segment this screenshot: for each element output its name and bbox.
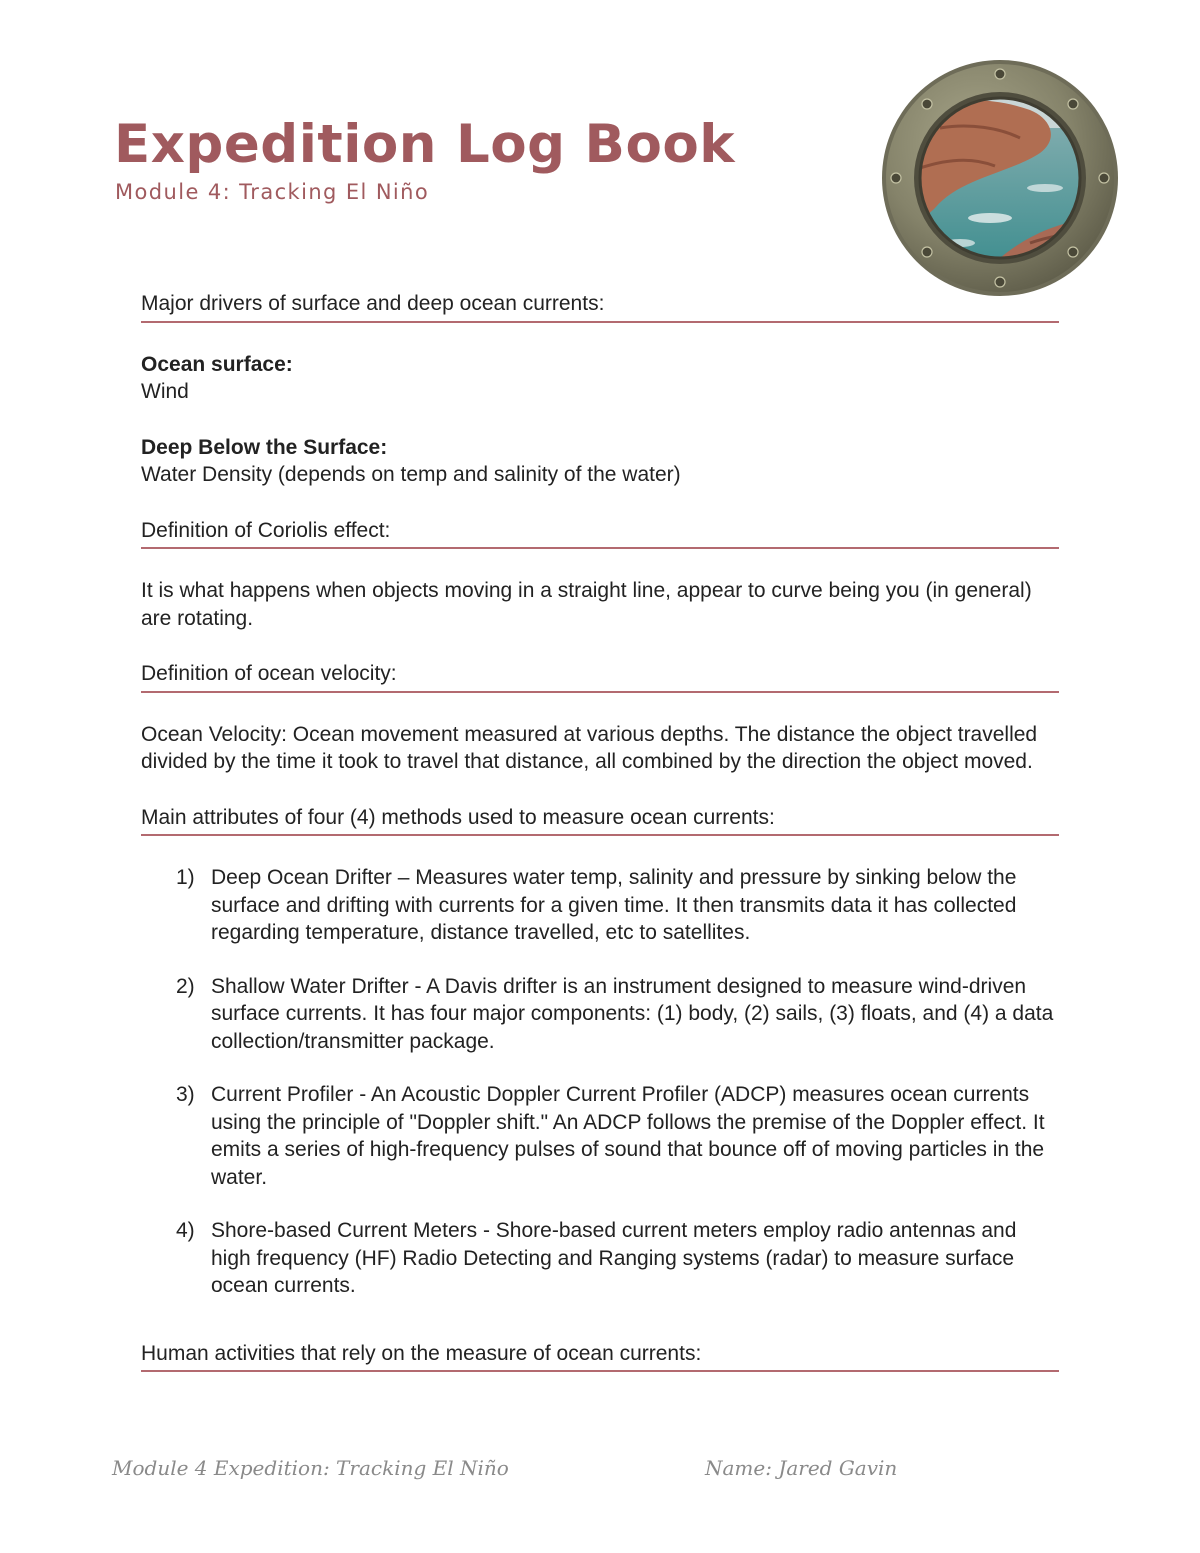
list-item-text: Deep Ocean Drifter – Measures water temp, salinity and pressure by sinking below the surface and drifting with currents for a given time. It then transmits data it has collected regarding temperature, distance travelled, etc to satellites. xyxy=(211,866,1017,944)
page-subtitle: Module 4: Tracking El Niño xyxy=(115,180,430,204)
log-content xyxy=(141,290,1059,1372)
page-title: Expedition Log Book xyxy=(114,114,736,175)
deep-label: Deep Below the Surface: xyxy=(141,435,388,459)
deep-text: Water Density (depends on temp and salinity of the water) xyxy=(141,463,681,486)
list-item-number: 3) xyxy=(176,1083,195,1106)
list-item-number: 4) xyxy=(176,1219,195,1242)
list-item-text: Current Profiler - An Acoustic Doppler Current Profiler (ADCP) measures ocean currents using the principle of "Doppler shift." An ADCP follows the premise of the Doppler effect. It emits a series of high-frequency pulses of sound that bounce off of moving particles in the water. xyxy=(211,1083,1045,1189)
human-activities-heading: Human activities that rely on the measure of ocean currents: xyxy=(141,1340,1059,1373)
velocity-heading: Definition of ocean velocity: xyxy=(141,660,1059,693)
surface-text: Wind xyxy=(141,380,189,403)
velocity-text: Ocean Velocity: Ocean movement measured at various depths. The distance the object travelled divided by the time it took to travel that distance, all combined by the direction the object moved. xyxy=(141,722,1038,773)
footer-module-title: Module 4 Expedition: Tracking El Niño xyxy=(112,1456,509,1480)
surface-label: Ocean surface: xyxy=(141,352,293,376)
coriolis-text: It is what happens when objects moving in a straight line, appear to curve being you (in general) are rotating. xyxy=(141,579,1032,630)
porthole-icon xyxy=(880,58,1120,298)
methods-heading: Main attributes of four (4) methods used to measure ocean currents: xyxy=(141,804,1059,837)
list-item xyxy=(176,1217,1059,1300)
drivers-heading: Major drivers of surface and deep ocean currents: xyxy=(141,290,1059,323)
footer-student-name: Name: Jared Gavin xyxy=(705,1456,898,1480)
methods-list xyxy=(141,864,1059,1300)
list-item-number: 1) xyxy=(176,866,195,889)
coriolis-heading: Definition of Coriolis effect: xyxy=(141,517,1059,550)
list-item xyxy=(176,973,1059,1056)
list-item-text: Shore-based Current Meters - Shore-based current meters employ radio antennas and high frequency (HF) Radio Detecting and Ranging systems (radar) to measure surface ocean currents. xyxy=(211,1219,1017,1297)
list-item-number: 2) xyxy=(176,974,195,998)
list-item-text: Shallow Water Drifter - A Davis drifter is an instrument designed to measure wind-driven surface currents. It has four major components: (1) body, (2) sails, (3) floats, and (4) a data collection/transmitter package. xyxy=(211,974,1054,1053)
list-item xyxy=(176,1081,1059,1191)
list-item xyxy=(176,864,1059,947)
